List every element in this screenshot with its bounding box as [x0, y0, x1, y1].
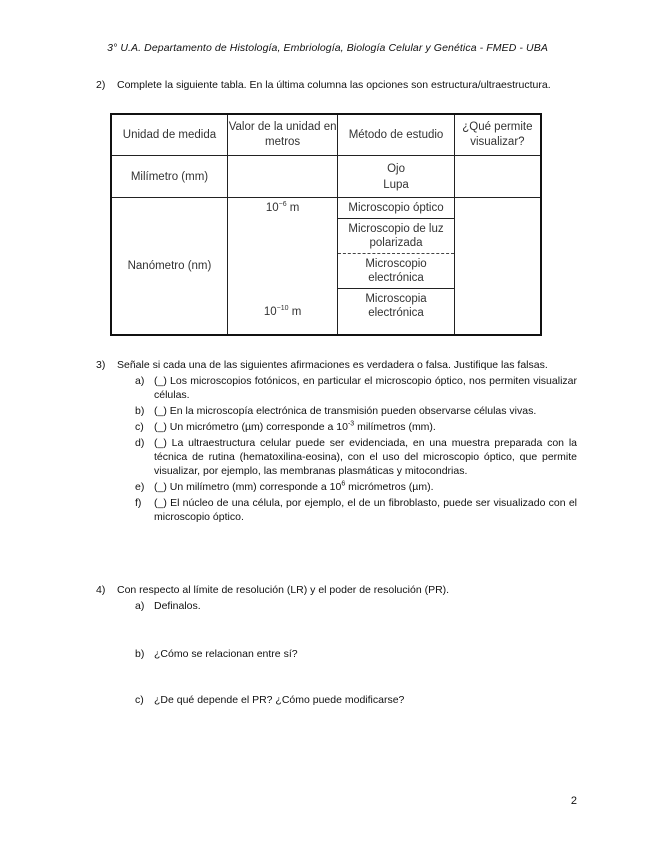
- item-letter: c): [135, 694, 144, 706]
- method-text: Lupa: [383, 178, 409, 191]
- value-exponent: −6: [278, 201, 287, 209]
- list-item: [135, 420, 577, 434]
- item-letter: b): [135, 648, 145, 660]
- unit-cell: Nanómetro (nm): [111, 198, 227, 336]
- value-exponent: −10: [276, 305, 289, 313]
- value-base: 10: [263, 306, 277, 318]
- question-3: [96, 358, 577, 526]
- item-text: ¿Cómo se relacionan entre sí?: [154, 648, 298, 660]
- answer-cell-empty: [454, 156, 541, 198]
- item-letter: e): [135, 481, 145, 493]
- item-letter: c): [135, 421, 144, 433]
- question-text: Complete la siguiente tabla. En la última columna las opciones son estructura/ultraestructura.: [117, 79, 551, 91]
- value-unit: m: [288, 306, 302, 318]
- list-item: [135, 599, 577, 613]
- list-item: [135, 480, 577, 494]
- question-number: 3): [96, 359, 106, 371]
- item-text: (_) Los microscopios fotónicos, en particular el microscopio óptico, nos permiten visualizar células.: [154, 375, 577, 401]
- question-4: [96, 583, 577, 709]
- item-letter: f): [135, 497, 142, 509]
- value-unit: m: [286, 202, 300, 214]
- question-2: [96, 78, 577, 92]
- question-text: Señale si cada una de las siguientes afirmaciones es verdadera o falsa. Justifique las falsas.: [117, 359, 548, 371]
- item-text: (_) Un micrómetro (µm) corresponde a 10: [154, 421, 348, 433]
- item-text: (_) En la microscopía electrónica de transmisión pueden observarse células vivas.: [154, 405, 537, 417]
- value-cell: [227, 198, 337, 336]
- item-text: (_) El núcleo de una célula, por ejemplo, el de un fibroblasto, puede ser visualizado con el microscopio óptico.: [154, 497, 577, 523]
- item-text-end: milímetros (mm).: [354, 421, 436, 433]
- question-number: 2): [96, 79, 106, 91]
- table-header-row: [111, 114, 541, 156]
- answer-cell-empty: [454, 198, 541, 336]
- item-letter: d): [135, 437, 145, 449]
- header-cell: Método de estudio: [338, 114, 455, 156]
- page-number: 2: [570, 795, 577, 807]
- item-letter: a): [135, 375, 145, 387]
- page-header: 3° U.A. Departamento de Histología, Embriología, Biología Celular y Genética - FMED - UBA: [107, 42, 548, 54]
- method-text: Microscopia electrónica: [365, 293, 427, 319]
- list-item: [135, 374, 577, 402]
- header-cell: ¿Qué permite visualizar?: [454, 114, 541, 156]
- item-exponent: 6: [341, 480, 346, 488]
- statement-list: [135, 374, 577, 524]
- question-text: Con respecto al límite de resolución (LR) y el poder de resolución (PR).: [117, 584, 450, 596]
- method-text: Microscopio electrónica: [338, 253, 454, 289]
- value-cell-empty: [227, 156, 337, 198]
- value-text-2: [228, 306, 337, 318]
- list-item: [135, 693, 577, 707]
- item-text: Definalos.: [154, 600, 201, 612]
- method-text: Microscopio óptico: [338, 198, 454, 219]
- subquestion-list: [135, 599, 577, 707]
- question-number: 4): [96, 584, 106, 596]
- table-row-mm: [111, 156, 541, 198]
- item-text: (_) Un milímetro (mm) corresponde a 10: [154, 481, 342, 493]
- measurement-table: [110, 113, 542, 336]
- list-item: [135, 436, 577, 478]
- unit-cell: Milímetro (mm): [111, 156, 227, 198]
- value-text-1: [228, 202, 337, 214]
- method-cell: [338, 156, 455, 198]
- list-item: [135, 647, 577, 661]
- table-row-nm: [111, 198, 541, 336]
- value-base: 10: [265, 202, 279, 214]
- header-cell: Unidad de medida: [111, 114, 227, 156]
- item-letter: a): [135, 600, 145, 612]
- item-text: ¿De qué depende el PR? ¿Cómo puede modificarse?: [154, 694, 405, 706]
- header-cell: Valor de la unidad en metros: [227, 114, 337, 156]
- method-text: Ojo: [387, 162, 405, 175]
- item-text-end: micrómetros (µm).: [345, 481, 434, 493]
- item-exponent: -3: [347, 420, 355, 428]
- list-item: [135, 496, 577, 524]
- method-text: Microscopio de luz polarizada: [348, 223, 444, 249]
- list-item: [135, 404, 577, 418]
- method-cell: [338, 198, 455, 336]
- item-text: (_) La ultraestructura celular puede ser evidenciada, en una muestra preparada con la técnica de rutina (hematoxilina-eosina), con el uso del microscopio óptico, que permite visualizar, por ejemplo, las membranas plasmáticas y mitocondrias.: [154, 437, 577, 477]
- item-letter: b): [135, 405, 145, 417]
